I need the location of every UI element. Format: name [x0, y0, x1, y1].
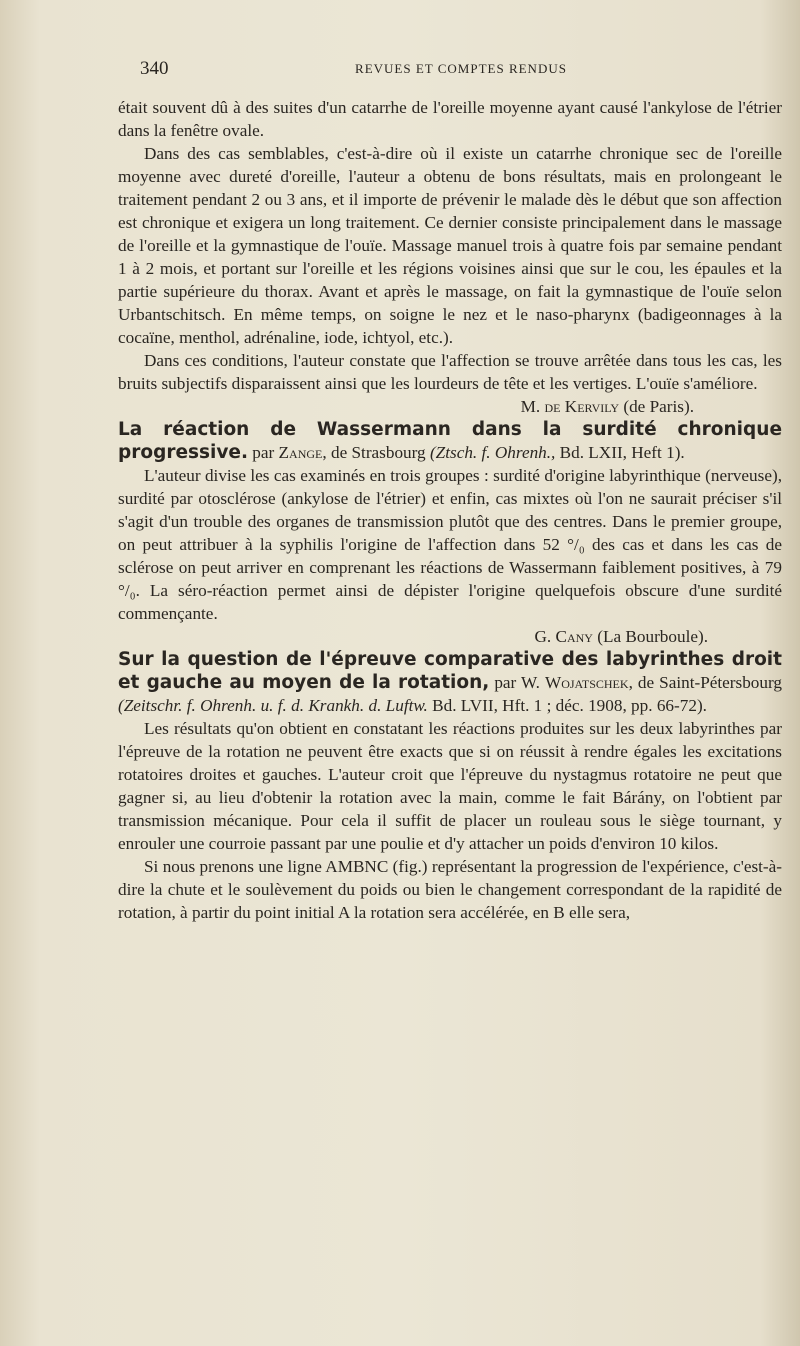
signature-name: de Kervily	[544, 397, 620, 416]
paragraph: Dans ces conditions, l'auteur constate que l'affection se trouve arrêtée dans tous les cas, les bruits subjectifs disparaissent ainsi que les lourdeurs de tête et les vertiges. L'ouïe s'améliore.	[118, 351, 782, 393]
signature-name: Cany	[555, 627, 593, 646]
page-body	[118, 96, 782, 924]
author-city: , de Strasbourg	[322, 443, 426, 462]
article-author: Wojatschek	[544, 673, 629, 692]
signature-place: (La Bourboule).	[597, 627, 708, 646]
signature-initial: M.	[520, 397, 541, 416]
paragraph: Si nous prenons une ligne AMBNC (fig.) représentant la progression de l'expérience, c'est-à-dire la chute et le soulèvement du poids ou bien le changement correspondant de la rapidité de rotation, à partir du point initial A la rotation sera accélérée, en B elle sera,	[118, 857, 782, 922]
signature	[118, 625, 782, 648]
page-number: 340	[140, 58, 169, 79]
article-title: La réaction de Wassermann dans la surdité chronique progressive.	[118, 419, 782, 463]
journal-ref: Bd. LVII, Hft. 1 ; déc. 1908, pp. 66-72).	[432, 696, 707, 715]
article-heading	[118, 648, 782, 717]
paragraph: Dans des cas semblables, c'est-à-dire où il existe un catarrhe chronique sec de l'oreille moyenne avec dureté d'oreille, l'auteur a obtenu de bons résultats, mais en prolongeant le traitement pendant 2 ou 3 ans, et il importe de prévenir le malade dès le début que son affection est chronique et exigera un long traitement. Ce dernier consiste principalement dans le massage de l'oreille et la gymnastique de l'ouïe. Massage manuel trois à quatre fois par semaine pendant 1 à 2 mois, et portant sur l'oreille et les régions voisines ainsi que sur le cou, les épaules et la partie supérieure du thorax. Avant et après le massage, on fait la gymnastique de l'ouïe selon Urbantschitsch. En même temps, on soigne le nez et le naso-pharynx (badigeonnages à la cocaïne, menthol, adrénaline, iode, ichtyol, etc.).	[118, 144, 782, 347]
signature	[118, 395, 782, 418]
running-head	[140, 58, 782, 82]
journal-name: (Zeitschr. f. Ohrenh. u. f. d. Krankh. d. Luftw.	[118, 696, 428, 715]
byline-par: par	[494, 673, 517, 692]
author-initial: W.	[521, 673, 540, 692]
article-heading	[118, 418, 782, 464]
author-city: , de Saint-Pétersbourg	[628, 673, 782, 692]
paragraph: L'auteur divise les cas examinés en trois groupes : surdité d'origine labyrinthique (nerveuse), surdité par otosclérose (ankylose de l'étrier) et enfin, cas mixtes où l'on ne saurait préciser s'il s'agit d'un trouble des organes de transmission plutôt que des centres. Dans le premier groupe, on peut attribuer à la syphilis l'origine de l'affection dans 52 °/₀ des cas et dans les cas de sclérose on peut arriver en comprenant les réactions de Wassermann faiblement positives, à 79 °/₀. La séro-réaction permet ainsi de dépister l'origine quelquefois obscure d'une surdité commençante.	[118, 466, 782, 623]
signature-initial: G.	[534, 627, 552, 646]
article-author: Zange	[278, 443, 323, 462]
journal-ref: Bd. LXII, Heft 1).	[559, 443, 685, 462]
paragraph: Les résultats qu'on obtient en constatant les réactions produites sur les deux labyrinthes par l'épreuve de la rotation ne peuvent être exacts que si on réussit à rendre égales les excitations rotatoires droites et gauches. L'auteur croit que l'épreuve du nystagmus rotatoire ne peut que gagner si, au lieu d'obtenir la rotation avec la main, comme le fait Bárány, on l'obtient par transmission mécanique. Pour cela il suffit de placer un rouleau sous le siège tournant, y enrouler une courroie passant par une poulie et d'y attacher un poids d'environ 10 kilos.	[118, 719, 782, 853]
running-title: REVUES ET COMPTES RENDUS	[355, 61, 567, 76]
journal-name: (Ztsch. f. Ohrenh.,	[429, 443, 556, 462]
article-title: Sur la question de l'épreuve comparative des labyrinthes droit et gauche au moyen de la rotation,	[118, 649, 782, 693]
signature-place: (de Paris).	[623, 397, 694, 416]
byline-par: par	[252, 443, 275, 462]
paragraph: était souvent dû à des suites d'un catarrhe de l'oreille moyenne ayant causé l'ankylose de l'étrier dans la fenêtre ovale.	[118, 98, 782, 140]
